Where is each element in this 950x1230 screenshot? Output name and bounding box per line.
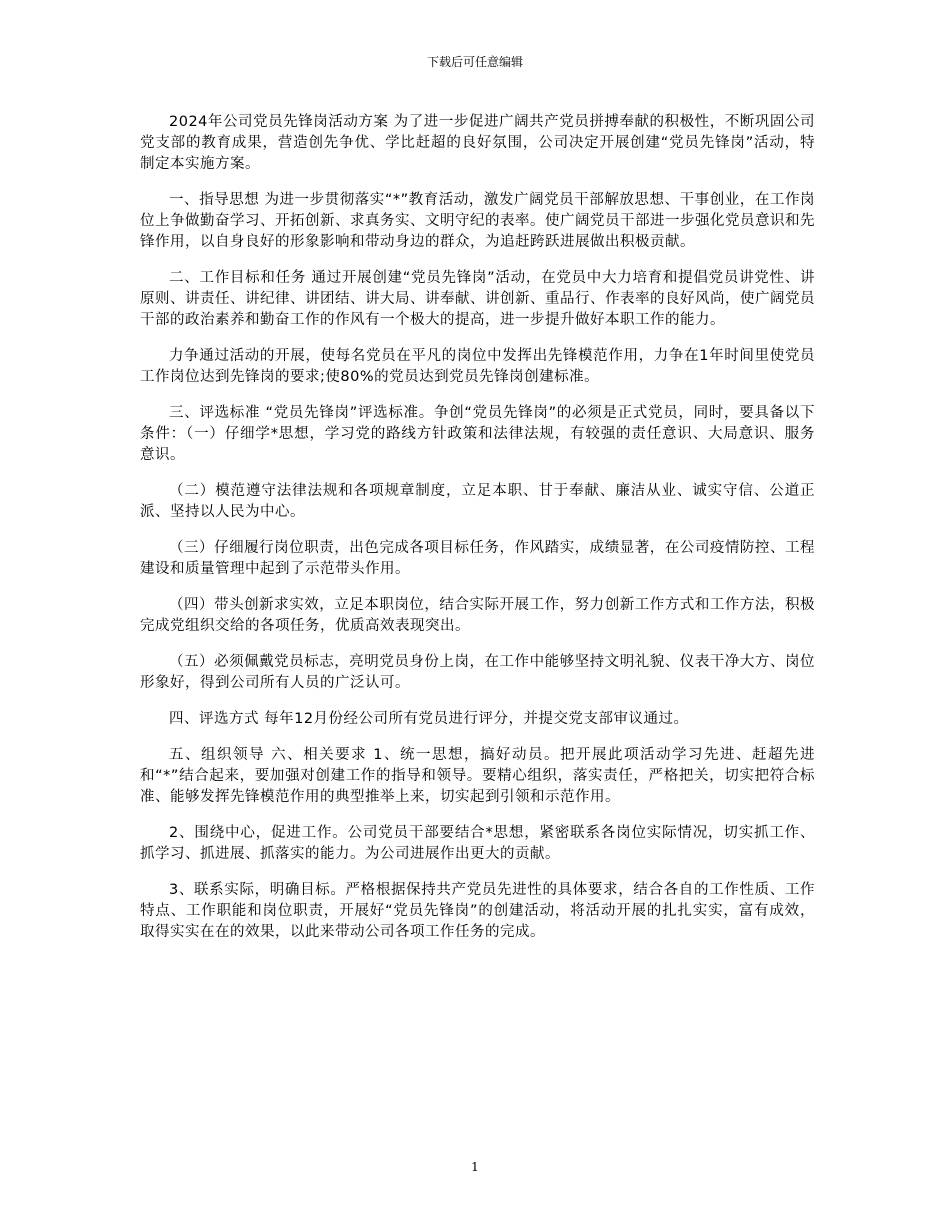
paragraph-guiding-ideology: 一、指导思想 为进一步贯彻落实“*”教育活动，激发广阔党员干部解放思想、干事创业，在工作岗位上争做勤奋学习、开拓创新、求真务实、文明守纪的表率。使广阔党员干部进一步强化党员意识和先锋作用，以自身良好的形象影响和带动身边的群众，为追赶跨跃进展做出积极贡献。 xyxy=(140,192,815,250)
paragraph-intro: 2024年公司党员先锋岗活动方案 为了进一步促进广阔共产党员拼搏奉献的积极性，不断巩固公司党支部的教育成果，营造创先争优、学比赶超的良好氛围，公司决定开展创建“党员先锋岗”活动，特制定本实施方案。 xyxy=(140,114,815,172)
paragraph-criterion-3: （三）仔细履行岗位职责，出色完成各项目标任务，作风踏实，成绩显著，在公司疫情防控、工程建设和质量管理中起到了示范带头作用。 xyxy=(140,540,815,577)
paragraph-selection-method: 四、评选方式 每年12月份经公司所有党员进行评分，并提交党支部审议通过。 xyxy=(169,711,689,727)
document-body xyxy=(140,112,815,958)
paragraph-target: 力争通过活动的开展，使每名党员在平凡的岗位中发挥出先锋模范作用，力争在1年时间里使党员工作岗位达到先锋岗的要求;使80%的党员达到党员先锋岗创建标准。 xyxy=(140,348,815,385)
paragraph-requirement-3: 3、联系实际，明确目标。严格根据保持共产党员先进性的具体要求，结合各自的工作性质、工作特点、工作职能和岗位职责，开展好“党员先锋岗”的创建活动，将活动开展的扎扎实实，富有成效，取得实实在在的效果，以此来带动公司各项工作任务的完成。 xyxy=(140,882,815,940)
paragraph-criterion-4: （四）带头创新求实效，立足本职岗位，结合实际开展工作，努力创新工作方式和工作方法，积极完成党组织交给的各项任务，优质高效表现突出。 xyxy=(140,597,815,634)
page-header: 下载后可任意编辑 xyxy=(426,55,523,69)
paragraph-requirement-2: 2、围绕中心，促进工作。公司党员干部要结合*思想，紧密联系各岗位实际情况，切实抓工作、抓学习、抓进展、抓落实的能力。为公司进展作出更大的贡献。 xyxy=(140,825,815,862)
paragraph-criterion-2: （二）模范遵守法律法规和各项规章制度，立足本职、甘于奉献、廉洁从业、诚实守信、公道正派、坚持以人民为中心。 xyxy=(140,483,815,520)
paragraph-goals-tasks: 二、工作目标和任务 通过开展创建“党员先锋岗”活动，在党员中大力培育和提倡党员讲党性、讲原则、讲责任、讲纪律、讲团结、讲大局、讲奉献、讲创新、重品行、作表率的良好风尚，使广阔党员干部的政治素养和勤奋工作的作风有一个极大的提高，进一步提升做好本职工作的能力。 xyxy=(140,270,815,328)
paragraph-criterion-5: （五）必须佩戴党员标志，亮明党员身份上岗，在工作中能够坚持文明礼貌、仪表干净大方、岗位形象好，得到公司所有人员的广泛认可。 xyxy=(140,654,815,691)
page-number: 1 xyxy=(471,1160,479,1174)
paragraph-requirement-1: 五、组织领导 六、相关要求 1、统一思想，搞好动员。把开展此项活动学习先进、赶超先进和“*”结合起来，要加强对创建工作的指导和领导。要精心组织，落实责任，严格把关，切实把符合标准、能够发挥先锋模范作用的典型推举上来，切实起到引领和示范作用。 xyxy=(140,747,815,805)
paragraph-selection-criteria: 三、评选标准 “党员先锋岗”评选标准。争创“党员先锋岗”的必须是正式党员，同时，要具备以下条件：（一）仔细学*思想，学习党的路线方针政策和法律法规，有较强的责任意识、大局意识、服务意识。 xyxy=(140,405,815,463)
